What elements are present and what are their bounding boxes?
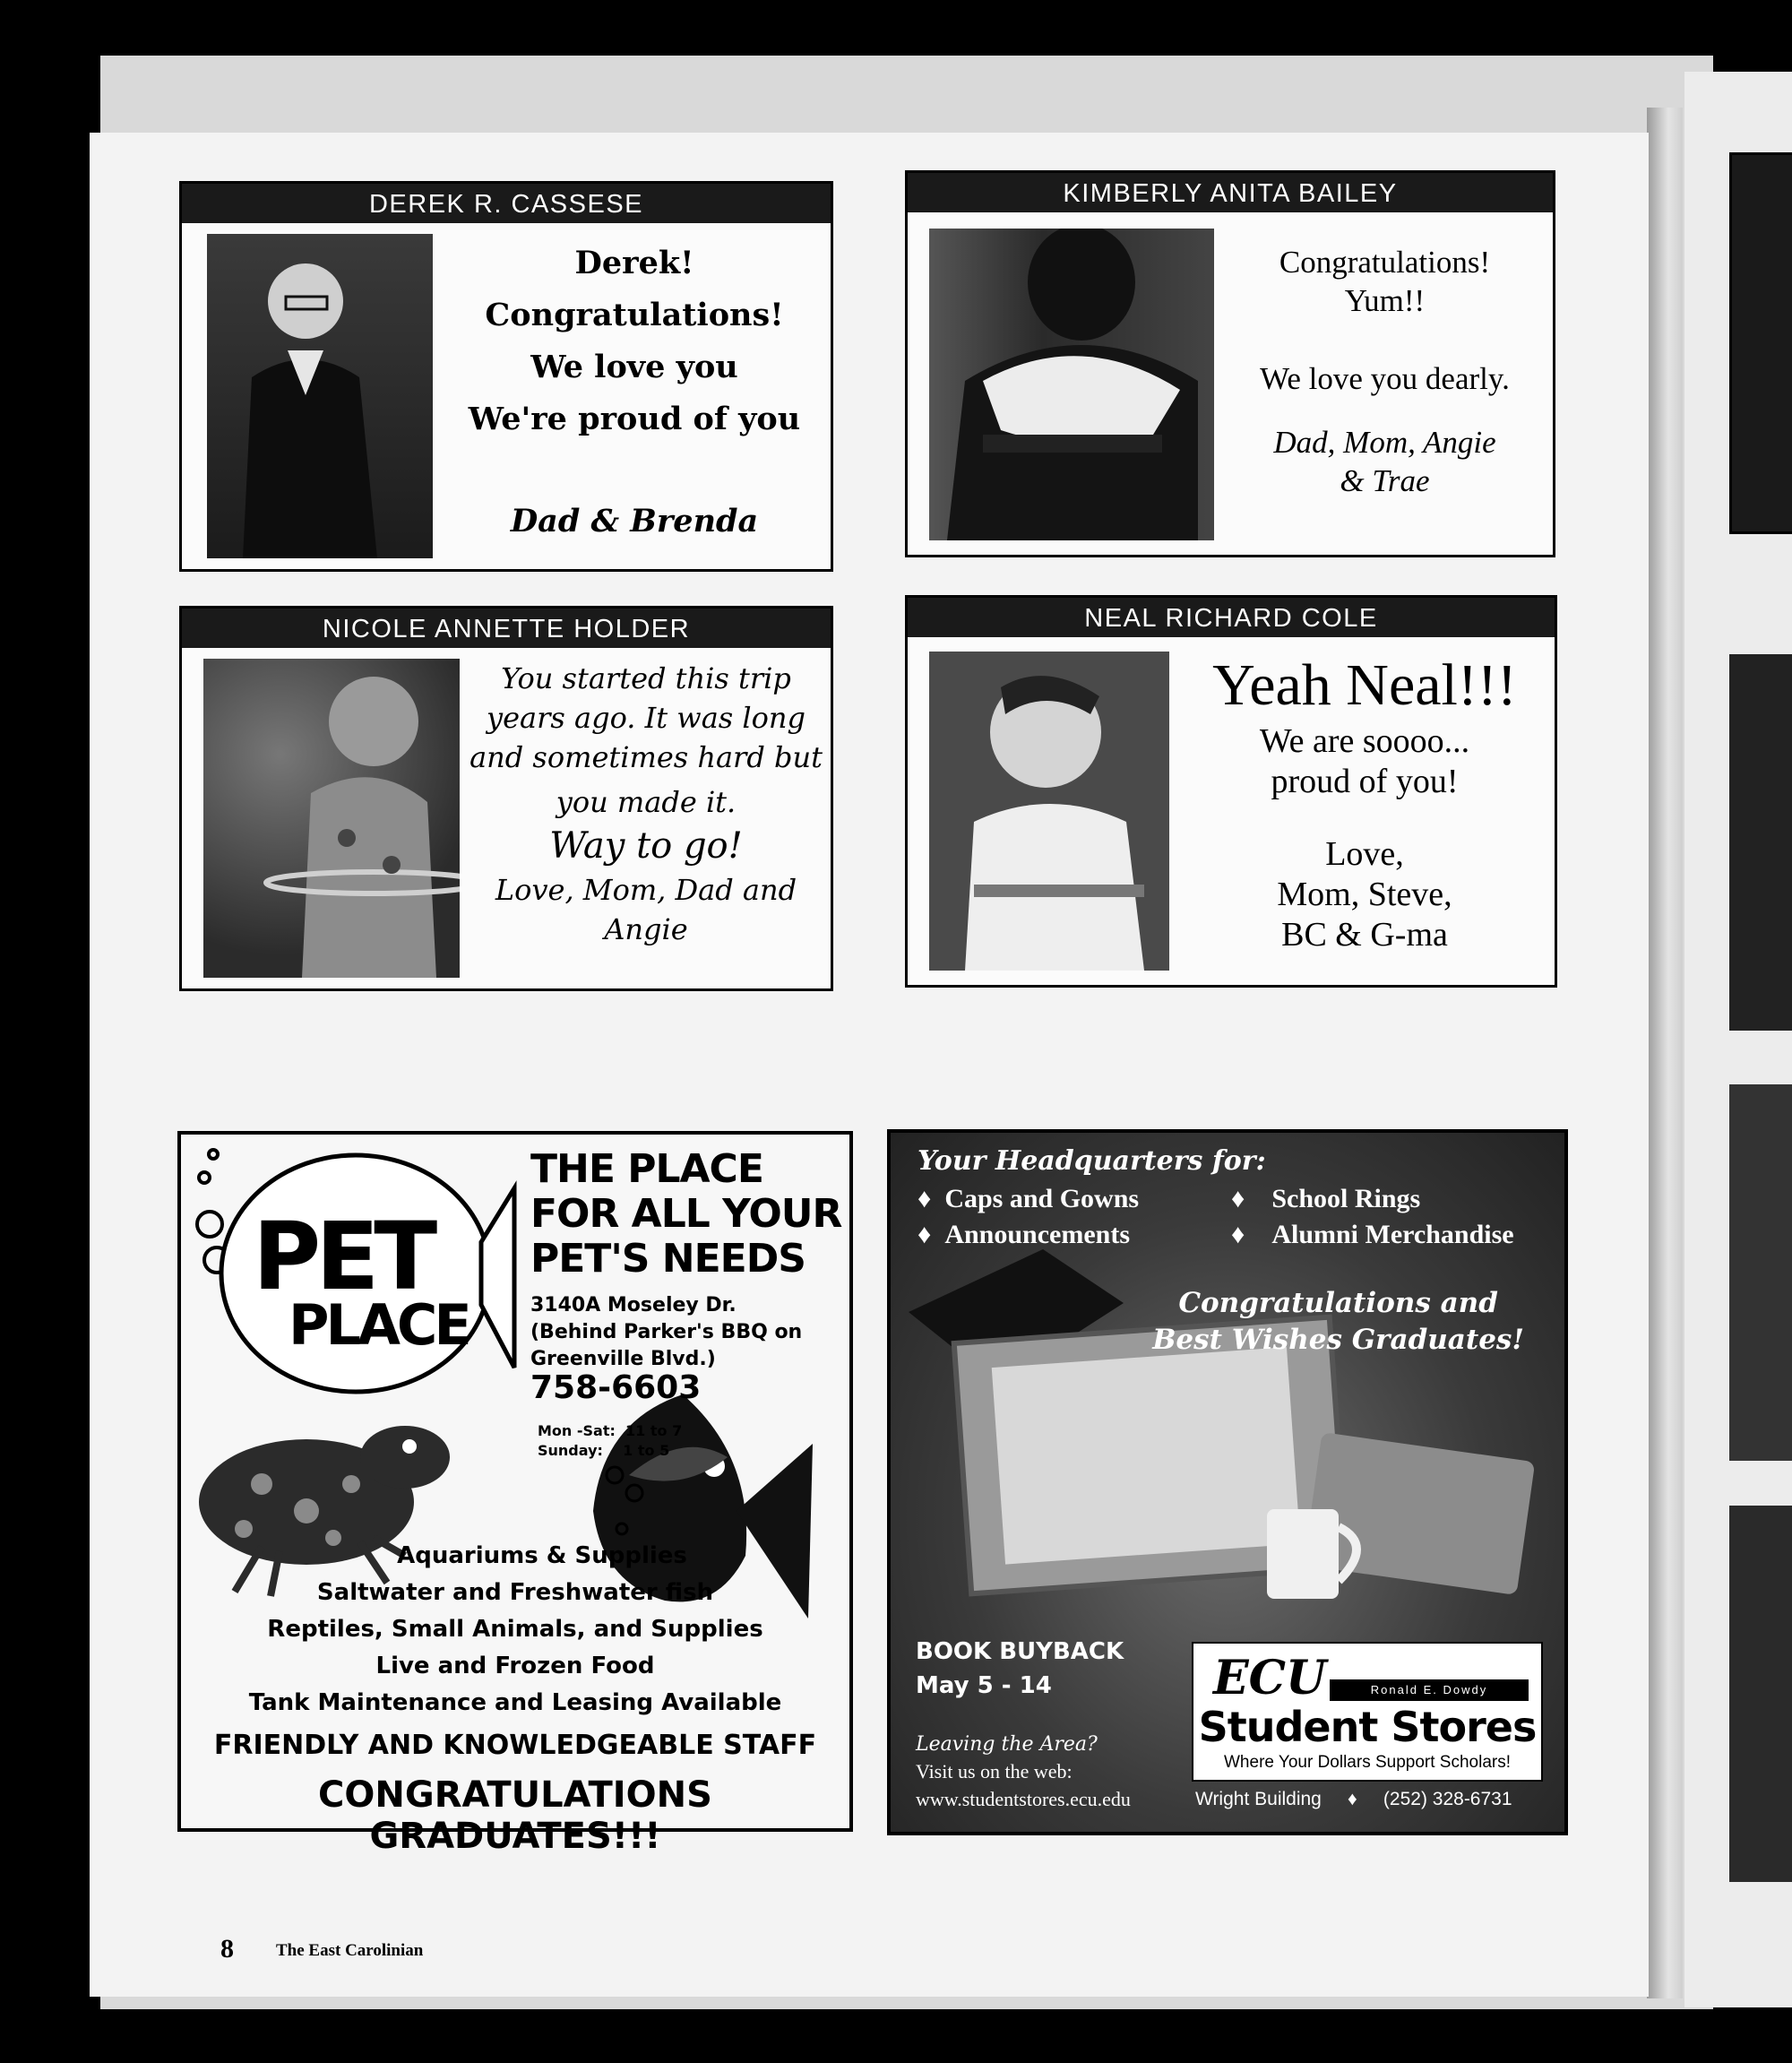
- service-line: Live and Frozen Food: [375, 1653, 655, 1679]
- student-stores-logo: [1192, 1642, 1543, 1782]
- service-line: Tank Maintenance and Leasing Available: [248, 1689, 782, 1716]
- pet-hours: [538, 1421, 682, 1461]
- message-line: We love you dearly.: [1260, 361, 1510, 396]
- item: Alumni Merchandise: [1271, 1220, 1514, 1249]
- item: School Rings: [1271, 1184, 1421, 1213]
- stores-headline: Your Headquarters for:: [918, 1145, 1266, 1177]
- pet-logo-bottom: PLACE: [289, 1292, 469, 1358]
- signature: Love,: [1325, 835, 1404, 873]
- stores-congrats: [1152, 1285, 1524, 1359]
- message-line: years ago. It was long: [487, 701, 806, 735]
- stores-items-right: ♦ School Rings ♦ Alumni Merchandise: [1231, 1184, 1514, 1249]
- visit-text: Visit us on the web:: [916, 1760, 1073, 1782]
- book-buyback: [916, 1635, 1124, 1703]
- child-photo: [929, 652, 1169, 971]
- child-photo-image: [929, 229, 1214, 540]
- congrats-line: Best Wishes Graduates!: [1152, 1324, 1524, 1356]
- ad-name-header: KIMBERLY ANITA BAILEY: [908, 173, 1553, 212]
- headline: Yeah Neal!!!: [1212, 652, 1517, 718]
- stores-footer: Wright Building ♦ (252) 328-6731: [1195, 1789, 1512, 1809]
- pet-staff: FRIENDLY AND KNOWLEDGEABLE STAFF: [213, 1730, 817, 1761]
- nicole-message: [467, 659, 825, 949]
- logo-name: Student Stores: [1198, 1703, 1537, 1751]
- message-line: and sometimes hard but: [470, 740, 823, 774]
- address-line: (Behind Parker's BBQ on: [530, 1321, 803, 1343]
- message-line: Congratulations!: [1279, 245, 1491, 280]
- message-line: Yum!!: [1344, 283, 1426, 318]
- ad-name-header: NEAL RICHARD COLE: [908, 598, 1555, 637]
- stores-url: www.studentstores.ecu.edu: [916, 1788, 1131, 1810]
- ad-name-header: NICOLE ANNETTE HOLDER: [182, 609, 831, 648]
- child-photo-image: [207, 234, 433, 558]
- student-stores-ad: [887, 1129, 1568, 1835]
- child-photo: [929, 229, 1214, 540]
- message-line: Derek!: [574, 245, 694, 281]
- signature: Mom, Steve,: [1277, 876, 1452, 913]
- signature: & Trae: [1340, 463, 1430, 498]
- child-photo-image: [929, 652, 1169, 971]
- signature: Angie: [604, 912, 688, 946]
- signature: BC & G-ma: [1281, 916, 1448, 954]
- hours-day: Mon -Sat:: [538, 1422, 616, 1439]
- derek-message: [451, 237, 818, 548]
- message-line: You started this trip: [501, 661, 791, 695]
- service-line: Aquariums & Supplies: [397, 1542, 687, 1569]
- pet-headline: [530, 1147, 841, 1282]
- message-line: proud of you!: [1271, 763, 1459, 800]
- item: Announcements: [944, 1220, 1131, 1249]
- buyback-dates: May 5 - 14: [916, 1672, 1052, 1699]
- adjacent-page: [1684, 72, 1792, 2007]
- ad-derek: [179, 181, 833, 572]
- child-photo: [203, 659, 460, 978]
- signature: Dad & Brenda: [510, 503, 759, 539]
- stores-items-left: ♦ Caps and Gowns ♦ Announcements: [918, 1184, 1140, 1249]
- stores-phone: (252) 328-6731: [1383, 1789, 1512, 1809]
- item: Caps and Gowns: [944, 1184, 1140, 1213]
- logo-dedication: Ronald E. Dowdy: [1330, 1679, 1529, 1701]
- congrats-line: Congratulations and: [1178, 1287, 1498, 1319]
- logo-tagline: Where Your Dollars Support Scholars!: [1224, 1753, 1511, 1772]
- hours-time: 11 to 7: [625, 1422, 683, 1439]
- pet-congrats: CONGRATULATIONS GRADUATES!!!: [318, 1774, 712, 1857]
- service-line: Saltwater and Freshwater fish: [316, 1579, 714, 1606]
- ad-neal: [905, 595, 1557, 988]
- message-line: We love you: [530, 349, 738, 385]
- message-line: We are soooo...: [1259, 722, 1470, 760]
- pet-place-ad: [177, 1131, 853, 1857]
- stores-web-info: [916, 1731, 1131, 1814]
- message-line: Congratulations!: [485, 297, 784, 333]
- pet-logo-top: PET: [253, 1202, 433, 1311]
- ecu-logo-text: ECU: [1213, 1651, 1327, 1705]
- service-line: Reptiles, Small Animals, and Supplies: [267, 1616, 763, 1643]
- page-number: 8: [220, 1934, 234, 1964]
- pet-services: [181, 1538, 849, 1722]
- leaving-text: Leaving the Area?: [916, 1733, 1098, 1756]
- ad-kimberly: [905, 170, 1555, 557]
- page-gutter: [1647, 108, 1683, 1998]
- neal-message: [1185, 650, 1544, 955]
- pet-address: [530, 1292, 802, 1373]
- pet-phone: 758-6603: [530, 1369, 702, 1406]
- address-line: 3140A Moseley Dr.: [530, 1294, 737, 1316]
- signature: Dad, Mom, Angie: [1273, 425, 1496, 460]
- message-line: you made it.: [556, 785, 737, 819]
- buyback-title: BOOK BUYBACK: [916, 1638, 1124, 1665]
- kimberly-message: [1230, 243, 1539, 500]
- ad-name-header: DEREK R. CASSESE: [182, 184, 831, 223]
- hours-day: Sunday:: [538, 1442, 603, 1459]
- headline-line: THE PLACE: [530, 1146, 763, 1192]
- signature: Love, Mom, Dad and: [495, 873, 797, 907]
- newspaper-name: The East Carolinian: [276, 1941, 424, 1960]
- hours-time: 1 to 5: [623, 1442, 670, 1459]
- stores-location: Wright Building: [1195, 1789, 1322, 1809]
- child-photo-image: [203, 659, 460, 978]
- message-line: Way to go!: [549, 825, 743, 867]
- headline-line: PET'S NEEDS: [530, 1236, 806, 1282]
- headline-line: FOR ALL YOUR: [530, 1191, 842, 1237]
- child-photo: [207, 234, 433, 558]
- ad-nicole: [179, 606, 833, 991]
- address-line: Greenville Blvd.): [530, 1348, 716, 1370]
- message-line: We're proud of you: [468, 401, 801, 437]
